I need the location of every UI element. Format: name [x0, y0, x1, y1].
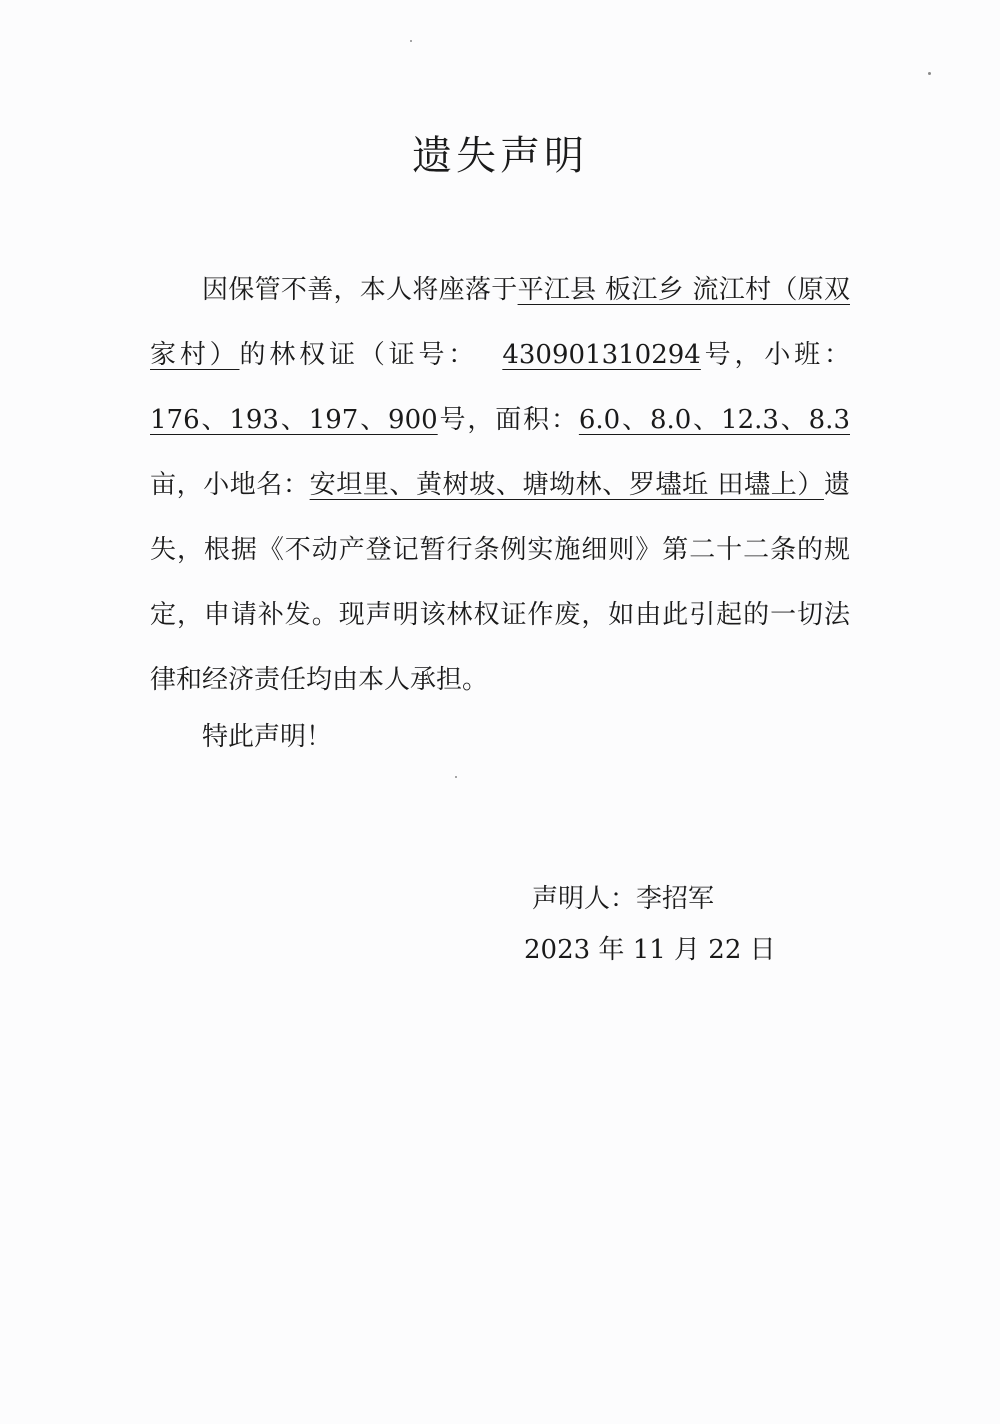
scan-speck: [455, 776, 457, 778]
cert-number: 430901310294: [502, 340, 701, 370]
rest-text: 遗失，根据《不动产登记暂行条例实施细则》第二十二条的规定，申请补发。现声明该林权证作废，如由此引起的一切法律和经济责任均由本人承担。: [150, 470, 850, 695]
area-prefix-text: 号，面积：: [437, 405, 579, 435]
class-numbers: 176、193、197、900: [150, 405, 438, 435]
scan-speck: [928, 72, 931, 75]
signature-date: 2023 年 11 月 22 日: [524, 935, 776, 965]
statement-paragraph: [150, 258, 850, 713]
scan-speck: [410, 40, 412, 42]
signatory: 声明人：李招军: [532, 884, 715, 914]
class-prefix-text: 号，小班：: [700, 340, 850, 370]
cert-prefix-text: 的林权证（证号：: [239, 340, 479, 370]
area-values: 6.0、8.0、12.3、8.3: [578, 405, 850, 435]
place-names: 安坦里、黄树坡、塘坳林、罗壗坵 田壗上）: [309, 470, 824, 500]
place-prefix-text: 亩，小地名：: [150, 470, 310, 500]
closing-statement: 特此声明！: [202, 722, 333, 752]
page-title: 遗失声明: [412, 133, 588, 179]
intro-text: 因保管不善，本人将座落于: [202, 275, 518, 305]
location-text: 平江县 板江乡 流江村（原双家村）: [150, 275, 850, 370]
